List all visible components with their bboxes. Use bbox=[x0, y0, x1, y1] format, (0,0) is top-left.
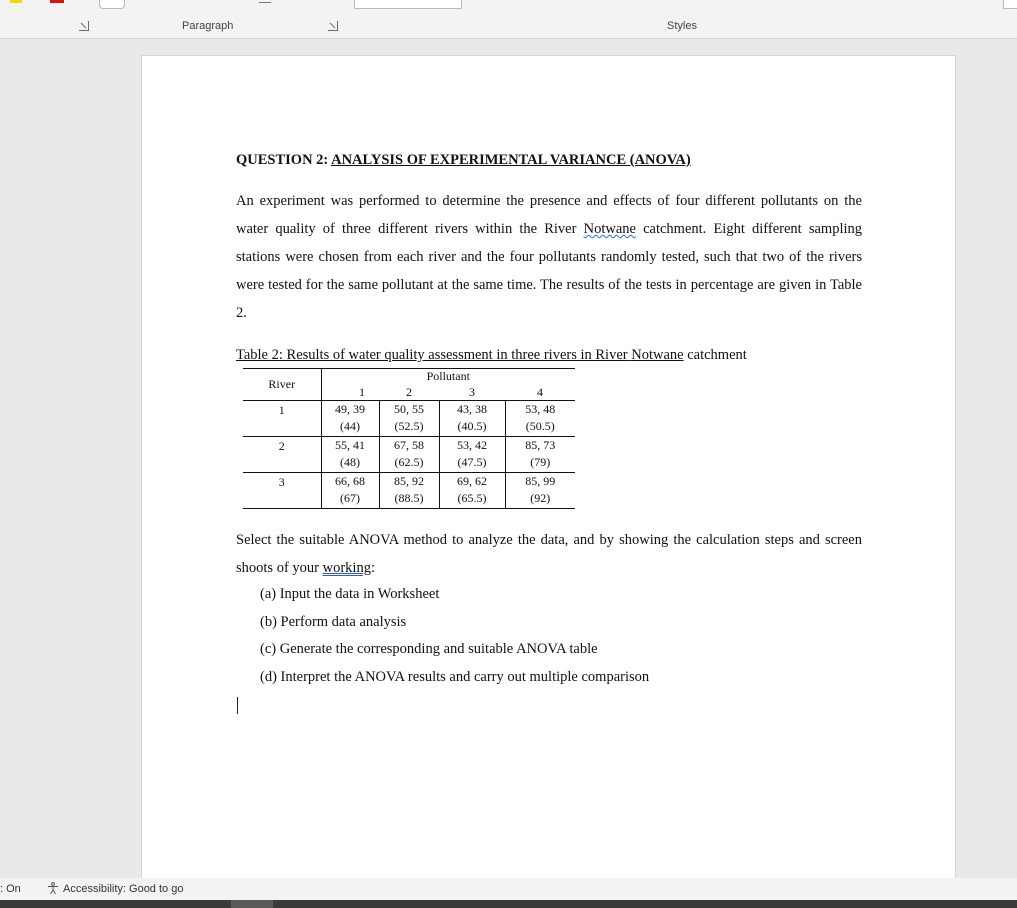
taskbar-item[interactable] bbox=[231, 900, 273, 908]
table-cell bbox=[505, 472, 575, 508]
taskbar-strip bbox=[0, 900, 1017, 908]
cell-mean: (65.5) bbox=[457, 491, 487, 505]
table-row bbox=[243, 436, 575, 472]
status-bar bbox=[0, 878, 1017, 900]
cell-values: 50, 55 bbox=[394, 402, 424, 416]
list-item: (b) Perform data analysis bbox=[260, 613, 407, 630]
cell-values: 69, 62 bbox=[457, 474, 487, 488]
cell-values: 85, 92 bbox=[394, 474, 424, 488]
cell-mean: (48) bbox=[340, 455, 360, 469]
spelling-flagged-word[interactable]: Notwane bbox=[631, 347, 684, 363]
pollutant-1-header: 1 bbox=[321, 385, 379, 401]
document-page[interactable] bbox=[141, 55, 956, 886]
table-cell bbox=[439, 400, 505, 436]
problem-paragraph bbox=[236, 187, 862, 327]
results-table bbox=[243, 368, 575, 509]
caption-text: catchment bbox=[683, 347, 747, 363]
table-cell bbox=[321, 400, 379, 436]
cell-mean: (92) bbox=[530, 491, 551, 505]
list-item: (a) Input the data in Worksheet bbox=[260, 586, 440, 602]
cell-mean: (62.5) bbox=[394, 455, 424, 469]
highlight-color-swatch[interactable] bbox=[10, 0, 22, 3]
table-caption bbox=[236, 347, 747, 364]
list-item: (d) Interpret the ANOVA results and carry out multiple comparison bbox=[260, 669, 650, 686]
grammar-flagged-word[interactable]: working bbox=[322, 560, 371, 576]
font-color-swatch[interactable] bbox=[50, 0, 64, 3]
style-gallery-box[interactable] bbox=[354, 0, 462, 9]
table-row bbox=[243, 472, 575, 508]
table-cell bbox=[505, 436, 575, 472]
cell-mean: (67) bbox=[340, 491, 360, 505]
cell-mean: (44) bbox=[340, 419, 360, 433]
table-cell bbox=[505, 400, 575, 436]
table-cell bbox=[379, 472, 439, 508]
accessibility-icon bbox=[46, 882, 60, 895]
river-cell: 1 bbox=[243, 400, 321, 436]
question-heading bbox=[236, 152, 691, 169]
list-item: (c) Generate the corresponding and suitable ANOVA table bbox=[260, 641, 598, 658]
paragraph-text: catchment. Eight different sampling stations were chosen from each river and the four pollutants randomly tested, such that two of the rivers were tested for the same pollutant at the same time. The results of the tests in percentage are given in Table 2. bbox=[236, 221, 862, 321]
paragraph-text: An experiment was performed to determine the presence and effects of four different pollutants on the water quality of three different rivers within the River bbox=[236, 193, 862, 237]
table-row bbox=[243, 400, 575, 436]
ribbon bbox=[0, 0, 1017, 39]
cell-mean: (47.5) bbox=[457, 455, 487, 469]
heading-underlined: ANALYSIS OF EXPERIMENTAL VARIANCE (ANOVA) bbox=[331, 152, 691, 168]
task-list bbox=[260, 581, 649, 692]
paragraph-dialog-launcher-icon[interactable] bbox=[328, 21, 338, 31]
text-cursor bbox=[237, 697, 238, 714]
pollutant-2-header: 2 bbox=[379, 385, 439, 401]
river-cell: 2 bbox=[243, 436, 321, 472]
instructions-text: Select the suitable ANOVA method to analyze the data, and by showing the calculation steps and screen shoots of your bbox=[236, 532, 862, 576]
ribbon-control-partial[interactable] bbox=[99, 0, 125, 9]
cell-mean: (79) bbox=[530, 455, 551, 469]
cell-values: 85, 73 bbox=[525, 438, 556, 452]
table-cell bbox=[321, 472, 379, 508]
river-header: River bbox=[243, 369, 321, 401]
cell-mean: (50.5) bbox=[525, 419, 555, 433]
cell-values: 67, 58 bbox=[394, 438, 424, 452]
cell-values: 53, 42 bbox=[457, 438, 487, 452]
table-cell bbox=[439, 436, 505, 472]
cell-values: 66, 68 bbox=[335, 474, 365, 488]
river-cell: 3 bbox=[243, 472, 321, 508]
cell-values: 43, 38 bbox=[457, 402, 487, 416]
cell-values: 53, 48 bbox=[525, 402, 556, 416]
cell-mean: (88.5) bbox=[394, 491, 424, 505]
cell-values: 85, 99 bbox=[525, 474, 556, 488]
pollutant-4-header: 4 bbox=[505, 385, 575, 401]
table-cell bbox=[439, 472, 505, 508]
caption-text: Table 2: Results of water quality assessment in three rivers in River bbox=[236, 347, 632, 363]
pollutant-header: Pollutant bbox=[321, 369, 575, 385]
cell-values: 49, 39 bbox=[335, 402, 365, 416]
status-left-fragment[interactable]: : On bbox=[0, 883, 21, 895]
instructions-paragraph bbox=[236, 526, 862, 582]
table-cell bbox=[321, 436, 379, 472]
heading-prefix: QUESTION 2: bbox=[236, 152, 332, 168]
table-cell bbox=[379, 400, 439, 436]
font-dialog-launcher-icon[interactable] bbox=[79, 21, 89, 31]
accessibility-status[interactable] bbox=[46, 882, 183, 895]
accessibility-label: Accessibility: Good to go bbox=[63, 882, 184, 895]
cell-mean: (52.5) bbox=[394, 419, 424, 433]
styles-group-label: Styles bbox=[667, 20, 697, 32]
ribbon-control-partial[interactable] bbox=[1003, 0, 1017, 9]
spelling-flagged-word[interactable]: Notwane bbox=[583, 221, 636, 237]
paragraph-group-label: Paragraph bbox=[182, 20, 234, 32]
cell-values: 55, 41 bbox=[335, 438, 365, 452]
table-cell bbox=[379, 436, 439, 472]
ribbon-control-partial bbox=[259, 2, 271, 3]
cell-mean: (40.5) bbox=[457, 419, 487, 433]
pollutant-3-header: 3 bbox=[439, 385, 505, 401]
instructions-text: : bbox=[370, 560, 375, 576]
